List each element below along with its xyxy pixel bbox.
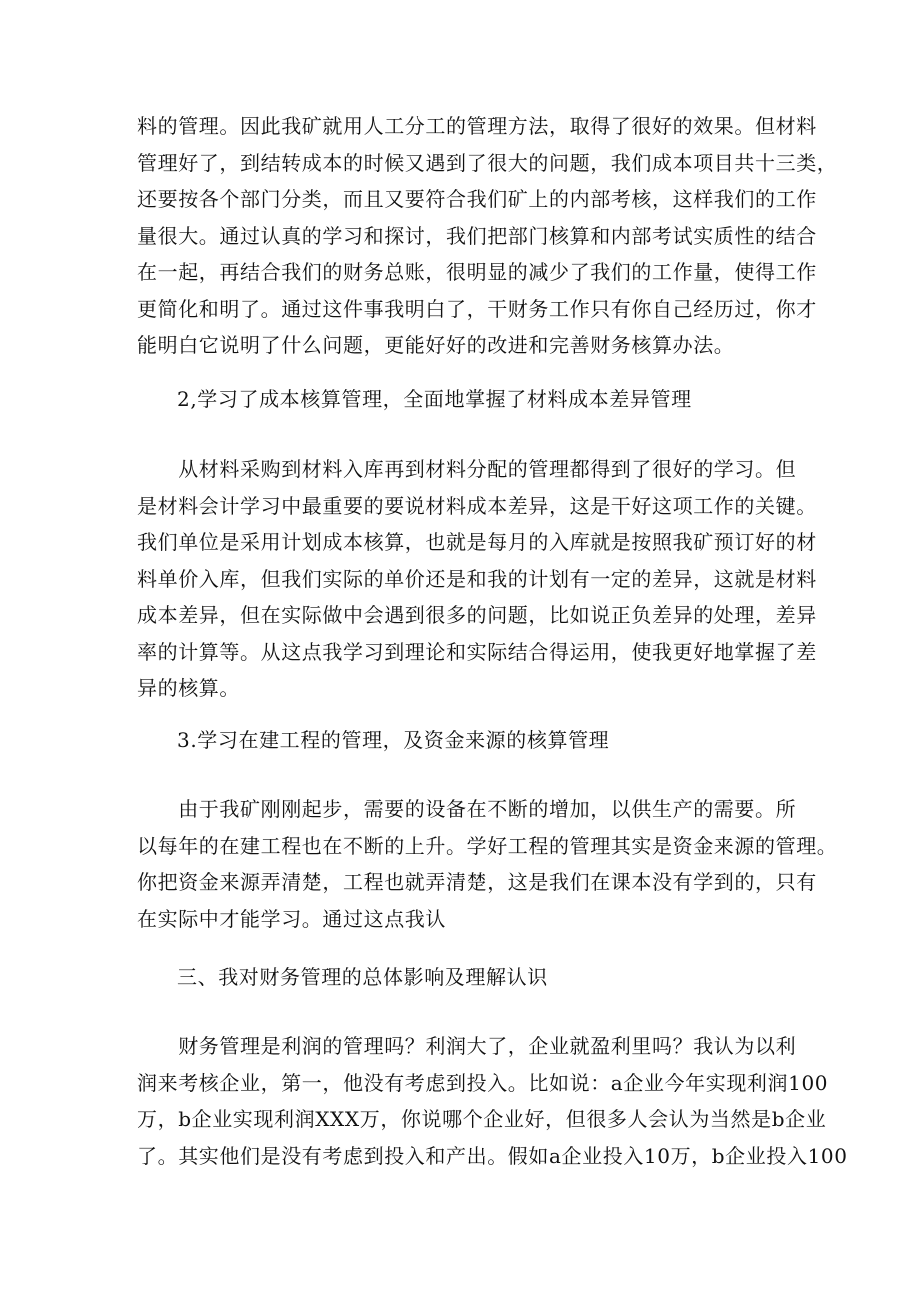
text-line: 我们单位是采用计划成本核算，也就是每月的入库就是按照我矿预订好的材 xyxy=(137,530,817,554)
text-line: 料的管理。因此我矿就用人工分工的管理方法，取得了很好的效果。但材料 xyxy=(137,114,817,138)
text-line: 在实际中才能学习。通过这点我认 xyxy=(137,906,446,931)
text-line: 从材料采购到材料入库再到材料分配的管理都得到了很好的学习。但 xyxy=(137,457,797,481)
section-heading-overall-understanding xyxy=(137,959,797,996)
text-line: 成本差异，但在实际做中会遇到很多的问题，比如说正负差异的处理，差异 xyxy=(137,603,817,627)
heading-text: 3.学习在建工程的管理，及资金来源的核算管理 xyxy=(177,728,610,752)
text-line: 润来考核企业，第一，他没有考虑到投入。比如说：a企业今年实现利润100 xyxy=(137,1070,829,1095)
text-line: 了。其实他们是没有考虑到投入和产出。假如a企业投入10万，b企业投入100 xyxy=(137,1143,848,1168)
text-line: 财务管理是利润的管理吗？利润大了，企业就盈利里吗？我认为以利 xyxy=(137,1034,797,1058)
heading-text: 三、我对财务管理的总体影响及理解认识 xyxy=(177,965,548,989)
text-line: 是材料会计学习中最重要的要说材料成本差异，这是干好这项工作的关键。 xyxy=(137,493,817,518)
text-line: 异的核算。 xyxy=(137,676,240,700)
text-line: 管理好了，到结转成本的时候又遇到了很大的问题，我们成本项目共十三类， xyxy=(137,150,838,175)
text-line: 你把资金来源弄清楚，工程也就弄清楚，这是我们在课本没有学到的，只有 xyxy=(137,870,817,894)
section-heading-construction xyxy=(137,722,797,759)
text-line: 由于我矿刚刚起步，需要的设备在不断的增加，以供生产的需要。所 xyxy=(137,797,797,821)
paragraph-construction-funding xyxy=(137,791,838,937)
text-line: 还要按各个部门分类，而且又要符合我们矿上的内部考核，这样我们的工作 xyxy=(137,187,817,211)
text-line: 率的计算等。从这点我学习到理论和实际结合得运用，使我更好地掌握了差 xyxy=(137,639,817,664)
paragraph-profit-management xyxy=(137,1028,848,1174)
text-line: 在一起，再结合我们的财务总账，很明显的减少了我们的工作量，使得工作 xyxy=(137,260,817,284)
text-line: 万，b企业实现利润XXX万，你说哪个企业好，但很多人会认为当然是b企业 xyxy=(137,1107,827,1131)
text-line: 能明白它说明了什么问题，更能好好的改进和完善财务核算办法。 xyxy=(137,333,735,357)
section-heading-cost-accounting xyxy=(137,381,797,418)
text-line: 以每年的在建工程也在不断的上升。学好工程的管理其实是资金来源的管理。 xyxy=(137,833,838,858)
paragraph-cost-variance xyxy=(137,451,817,707)
text-line: 量很大。通过认真的学习和探讨，我们把部门核算和内部考试实质性的结合 xyxy=(137,223,817,248)
heading-text: 2,学习了成本核算管理，全面地掌握了材料成本差异管理 xyxy=(177,387,692,411)
text-line: 更简化和明了。通过这件事我明白了，干财务工作只有你自己经历过，你才 xyxy=(137,296,817,321)
paragraph-material-management xyxy=(137,108,838,364)
text-line: 料单价入库，但我们实际的单价还是和我的计划有一定的差异，这就是材料 xyxy=(137,566,817,591)
